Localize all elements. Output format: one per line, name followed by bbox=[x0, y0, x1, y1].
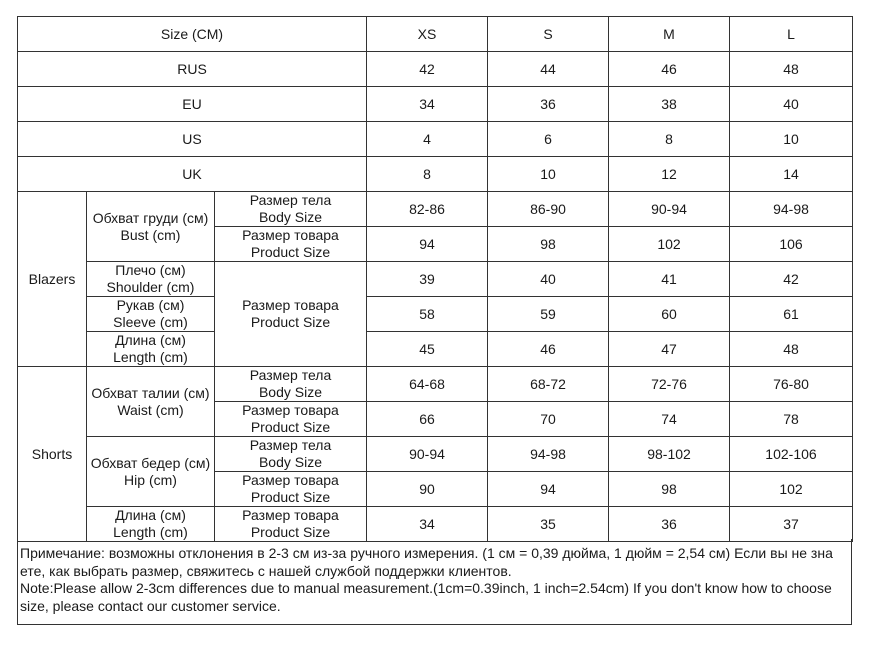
cell-value: 90-94 bbox=[367, 437, 488, 472]
measurement-note bbox=[17, 539, 852, 625]
size-type-label bbox=[215, 437, 367, 472]
measure-label-en: Bust (cm) bbox=[120, 226, 181, 243]
cell-value: 8 bbox=[609, 122, 730, 157]
shorts-length-row bbox=[18, 507, 853, 542]
cell-value: 36 bbox=[609, 507, 730, 542]
blazers-shoulder-row bbox=[18, 262, 853, 297]
cell-value: 82-86 bbox=[367, 192, 488, 227]
cell-value: 47 bbox=[609, 332, 730, 367]
cell-value: 48 bbox=[730, 332, 853, 367]
note-line: Примечание: возможны отклонения в 2-3 см из-за ручного измерения. (1 см = 0,39 дюйма, 1 дюйм = 2,54 см) Если вы не зна bbox=[20, 545, 833, 561]
cell-value: 68-72 bbox=[488, 367, 609, 402]
measure-label-en: Hip (cm) bbox=[124, 471, 177, 488]
cell-value: 86-90 bbox=[488, 192, 609, 227]
cell-value: 74 bbox=[609, 402, 730, 437]
cell-value: 102 bbox=[609, 227, 730, 262]
cell-value: 44 bbox=[488, 52, 609, 87]
cell-value: 59 bbox=[488, 297, 609, 332]
shorts-hip-body-row bbox=[18, 437, 853, 472]
cell-value: 37 bbox=[730, 507, 853, 542]
size-type-en: Product Size bbox=[250, 419, 331, 435]
blazers-bust-body-row bbox=[18, 192, 853, 227]
cell-value: 78 bbox=[730, 402, 853, 437]
cell-value: 98 bbox=[488, 227, 609, 262]
size-type-en: Body Size bbox=[258, 454, 323, 470]
cell-value: 46 bbox=[488, 332, 609, 367]
us-row bbox=[18, 122, 853, 157]
cell-value: 102 bbox=[730, 472, 853, 507]
size-type-en: Body Size bbox=[258, 384, 323, 400]
cell-value: 39 bbox=[367, 262, 488, 297]
size-type-en: Body Size bbox=[258, 209, 323, 225]
size-type-label bbox=[215, 402, 367, 437]
row-label: UK bbox=[18, 157, 367, 192]
measure-label bbox=[87, 297, 215, 332]
size-type-ru: Размер товара bbox=[242, 402, 339, 418]
size-m-header: M bbox=[609, 17, 730, 52]
row-label: RUS bbox=[18, 52, 367, 87]
note-line: ете, как выбрать размер, свяжитесь с нашей службой поддержки клиентов. bbox=[20, 562, 512, 579]
cell-value: 46 bbox=[609, 52, 730, 87]
cell-value: 90-94 bbox=[609, 192, 730, 227]
cell-value: 42 bbox=[367, 52, 488, 87]
measure-label-ru: Обхват бедер (см) bbox=[90, 454, 211, 471]
blazers-category-label: Blazers bbox=[18, 192, 87, 367]
cell-value: 40 bbox=[730, 87, 853, 122]
cell-value: 40 bbox=[488, 262, 609, 297]
size-chart-table bbox=[17, 16, 853, 542]
size-type-ru: Размер тела bbox=[249, 192, 332, 208]
cell-value: 10 bbox=[730, 122, 853, 157]
measure-label bbox=[87, 192, 215, 262]
size-type-en: Product Size bbox=[250, 524, 331, 540]
blazers-length-row bbox=[18, 332, 853, 367]
shorts-category-label: Shorts bbox=[18, 367, 87, 542]
cell-value: 70 bbox=[488, 402, 609, 437]
cell-value: 64-68 bbox=[367, 367, 488, 402]
size-type-label bbox=[215, 472, 367, 507]
cell-value: 102-106 bbox=[730, 437, 853, 472]
size-type-ru: Размер тела bbox=[249, 437, 332, 453]
size-type-label bbox=[215, 367, 367, 402]
note-line: size, please contact our customer service. bbox=[20, 597, 281, 614]
measure-label-ru: Рукав (см) bbox=[116, 297, 185, 313]
blazers-sleeve-row bbox=[18, 297, 853, 332]
cell-value: 90 bbox=[367, 472, 488, 507]
cell-value: 45 bbox=[367, 332, 488, 367]
eu-row bbox=[18, 87, 853, 122]
cell-value: 12 bbox=[609, 157, 730, 192]
cell-value: 35 bbox=[488, 507, 609, 542]
size-type-ru: Размер тела bbox=[249, 367, 332, 383]
size-type-label bbox=[215, 192, 367, 227]
rus-row bbox=[18, 52, 853, 87]
measure-label-ru: Длина (см) bbox=[115, 332, 186, 348]
measure-label-ru: Плечо (см) bbox=[115, 262, 186, 278]
cell-value: 38 bbox=[609, 87, 730, 122]
size-xs-header: XS bbox=[367, 17, 488, 52]
cell-value: 98 bbox=[609, 472, 730, 507]
cell-value: 6 bbox=[488, 122, 609, 157]
size-type-ru: Размер товара bbox=[242, 507, 339, 523]
measure-label-ru: Обхват груди (см) bbox=[92, 209, 209, 226]
measure-label bbox=[87, 367, 215, 437]
cell-value: 76-80 bbox=[730, 367, 853, 402]
measure-label bbox=[87, 332, 215, 367]
size-cm-header: Size (CM) bbox=[18, 17, 367, 52]
shorts-waist-body-row bbox=[18, 367, 853, 402]
note-line: Note:Please allow 2-3cm differences due to manual measurement.(1cm=0.39inch, 1 inch=2.54cm) If you don't know how to choose bbox=[20, 580, 832, 596]
size-type-ru: Размер товара bbox=[242, 297, 339, 313]
cell-value: 66 bbox=[367, 402, 488, 437]
cell-value: 4 bbox=[367, 122, 488, 157]
measure-label-en: Length (cm) bbox=[113, 524, 188, 540]
uk-row bbox=[18, 157, 853, 192]
size-type-en: Product Size bbox=[250, 314, 331, 330]
measure-label-en: Shoulder (cm) bbox=[106, 279, 195, 295]
cell-value: 94 bbox=[367, 227, 488, 262]
header-row bbox=[18, 17, 853, 52]
cell-value: 106 bbox=[730, 227, 853, 262]
measure-label-en: Sleeve (cm) bbox=[113, 314, 188, 330]
cell-value: 41 bbox=[609, 262, 730, 297]
measure-label-ru: Обхват талии (см) bbox=[91, 384, 210, 401]
row-label: US bbox=[18, 122, 367, 157]
measure-label bbox=[87, 507, 215, 542]
cell-value: 48 bbox=[730, 52, 853, 87]
size-type-label bbox=[215, 227, 367, 262]
cell-value: 61 bbox=[730, 297, 853, 332]
measure-label bbox=[87, 437, 215, 507]
measure-label-en: Length (cm) bbox=[113, 349, 188, 365]
size-l-header: L bbox=[730, 17, 853, 52]
cell-value: 8 bbox=[367, 157, 488, 192]
cell-value: 60 bbox=[609, 297, 730, 332]
cell-value: 72-76 bbox=[609, 367, 730, 402]
size-type-ru: Размер товара bbox=[242, 227, 339, 243]
cell-value: 14 bbox=[730, 157, 853, 192]
size-type-en: Product Size bbox=[250, 489, 331, 505]
cell-value: 58 bbox=[367, 297, 488, 332]
size-type-ru: Размер товара bbox=[242, 472, 339, 488]
cell-value: 10 bbox=[488, 157, 609, 192]
size-type-label bbox=[215, 262, 367, 367]
cell-value: 36 bbox=[488, 87, 609, 122]
measure-label-ru: Длина (см) bbox=[115, 507, 186, 523]
cell-value: 94-98 bbox=[488, 437, 609, 472]
measure-label bbox=[87, 262, 215, 297]
size-type-en: Product Size bbox=[250, 244, 331, 260]
cell-value: 34 bbox=[367, 507, 488, 542]
size-type-label bbox=[215, 507, 367, 542]
cell-value: 42 bbox=[730, 262, 853, 297]
cell-value: 94 bbox=[488, 472, 609, 507]
cell-value: 98-102 bbox=[609, 437, 730, 472]
cell-value: 34 bbox=[367, 87, 488, 122]
measure-label-en: Waist (cm) bbox=[117, 401, 184, 418]
cell-value: 94-98 bbox=[730, 192, 853, 227]
size-s-header: S bbox=[488, 17, 609, 52]
row-label: EU bbox=[18, 87, 367, 122]
